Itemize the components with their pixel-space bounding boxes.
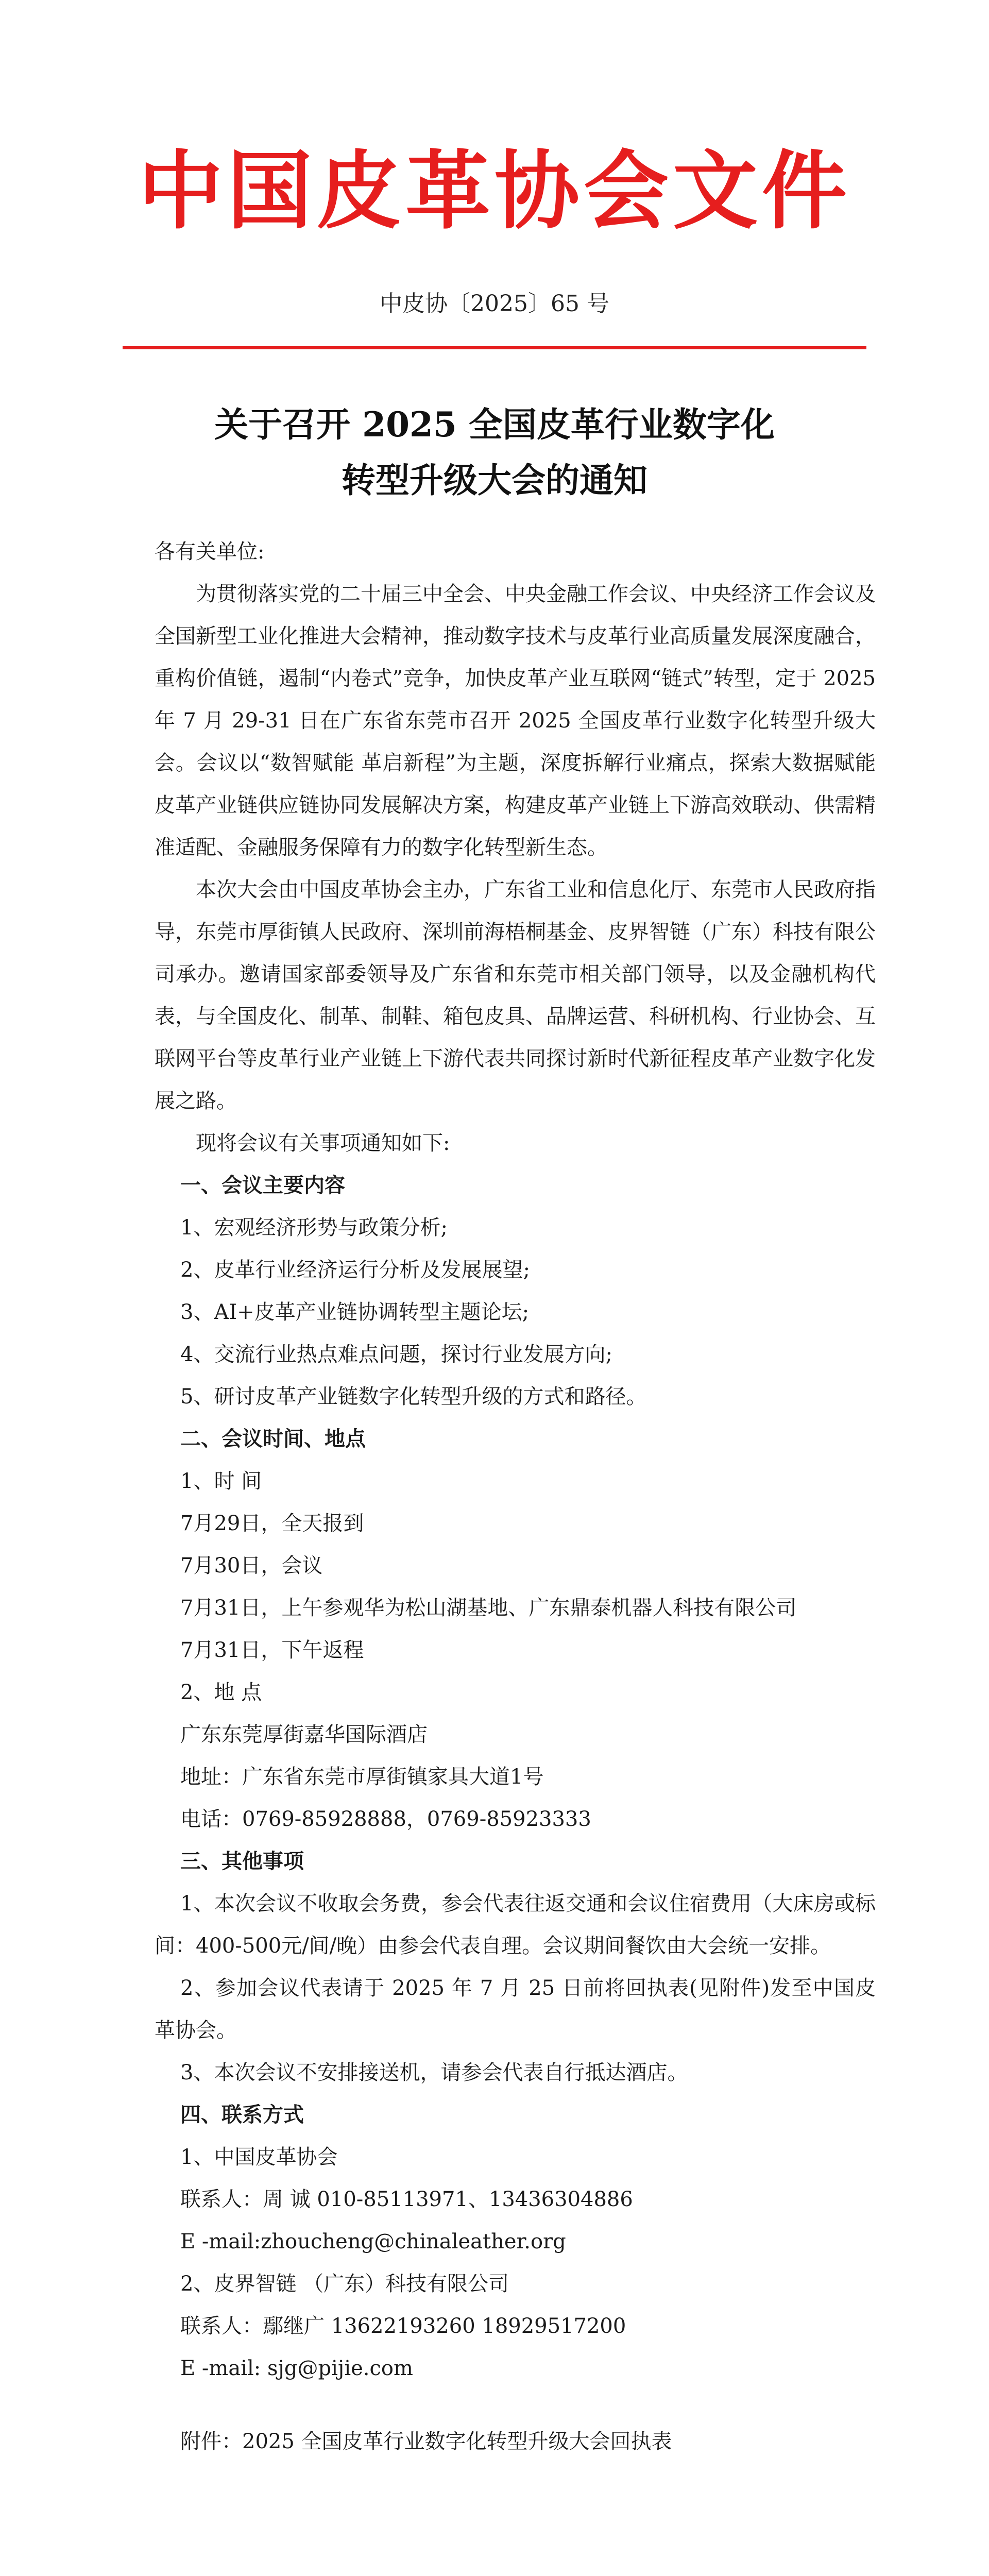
spacer xyxy=(155,2389,876,2420)
schedule-item: 7月30日，会议 xyxy=(180,1554,323,1578)
attachment-note: 附件：2025 全国皮革行业数字化转型升级大会回执表 xyxy=(180,2430,672,2453)
section-heading-contact: 四、联系方式 xyxy=(180,2103,304,2127)
place-label: 2、地 点 xyxy=(180,1681,262,1704)
salutation: 各有关单位: xyxy=(155,540,265,564)
venue-phone: 电话：0769-85928888，0769-85923333 xyxy=(180,1807,591,1831)
notice-title xyxy=(0,397,989,508)
section-heading-content: 一、会议主要内容 xyxy=(180,1173,345,1197)
organizer-paragraph: 本次大会由中国皮革协会主办，广东省工业和信息化厅、东莞市人民政府指导，东莞市厚街镇人民政府、深圳前海梧桐基金、皮界智链（广东）科技有限公司承办。邀请国家部委领导及广东省和东莞市相关部门领导，以及金融机构代表，与全国皮化、制革、制鞋、箱包皮具、品牌运营、科研机构、行业协会、互联网平台等皮革行业产业链上下游代表共同探讨新时代新征程皮革产业数字化发展之路。 xyxy=(155,878,876,1113)
document-masthead: 中国皮革协会文件 xyxy=(138,141,851,241)
notice-title-line2: 转型升级大会的通知 xyxy=(342,460,647,500)
list-item: 4、交流行业热点难点问题，探讨行业发展方向; xyxy=(180,1343,612,1366)
contact-person-2: 联系人：鄢继广 13622193260 18929517200 xyxy=(180,2314,626,2338)
notice-title-line1: 关于召开 2025 全国皮革行业数字化 xyxy=(214,404,775,445)
list-item: 1、宏观经济形势与政策分析; xyxy=(180,1216,448,1240)
list-item: 2、参加会议代表请于 2025 年 7 月 25 日前将回执表(见附件)发至中国皮革协会。 xyxy=(155,1976,876,2042)
section-heading-time-place: 二、会议时间、地点 xyxy=(180,1427,366,1451)
venue-address: 地址：广东省东莞市厚街镇家具大道1号 xyxy=(180,1765,544,1789)
list-item: 2、皮革行业经济运行分析及发展展望; xyxy=(180,1258,530,1282)
red-divider-line xyxy=(123,346,866,349)
contact-email-2: E -mail: sjg@pijie.com xyxy=(180,2357,413,2380)
list-item: 5、研讨皮革产业链数字化转型升级的方式和路径。 xyxy=(180,1385,647,1409)
section-heading-other: 三、其他事项 xyxy=(180,1849,304,1873)
document-number: 中皮协〔2025〕65 号 xyxy=(380,291,609,317)
contact-person-1: 联系人：周 诚 010-85113971、13436304886 xyxy=(180,2188,633,2211)
notice-lead-paragraph: 现将会议有关事项通知如下: xyxy=(196,1131,450,1155)
contact-email-1: E -mail:zhoucheng@chinaleather.org xyxy=(180,2230,566,2253)
contact-org-2: 2、皮界智链 （广东）科技有限公司 xyxy=(180,2272,509,2296)
venue-name: 广东东莞厚街嘉华国际酒店 xyxy=(180,1723,428,1747)
schedule-item: 7月29日，全天报到 xyxy=(180,1512,364,1535)
schedule-item: 7月31日，下午返程 xyxy=(180,1638,364,1662)
list-item: 3、本次会议不安排接送机，请参会代表自行抵达酒店。 xyxy=(180,2061,688,2084)
intro-paragraph: 为贯彻落实党的二十届三中全会、中央金融工作会议、中央经济工作会议及全国新型工业化推进大会精神，推动数字技术与皮革行业高质量发展深度融合，重构价值链，遏制“内卷式”竞争，加快皮革产业互联网“链式”转型，定于 2025 年 7 月 29-31 日在广东省东莞市召开 2025 全国皮革行业数字化转型升级大会。会议以“数智赋能 革启新程”为主题，深度拆解行业痛点，探索大数据赋能皮革产业链供应链协同发展解决方案，构建皮革产业链上下游高效联动、供需精准适配、金融服务保障有力的数字化转型新生态。 xyxy=(155,582,876,859)
time-label: 1、时 间 xyxy=(180,1469,262,1493)
list-item: 3、AI+皮革产业链协调转型主题论坛; xyxy=(180,1300,530,1324)
notice-body xyxy=(155,531,876,2463)
contact-org-1: 1、中国皮革协会 xyxy=(180,2145,338,2169)
schedule-item: 7月31日，上午参观华为松山湖基地、广东鼎泰机器人科技有限公司 xyxy=(180,1596,797,1620)
list-item: 1、本次会议不收取会务费，参会代表往返交通和会议住宿费用（大床房或标间：400-500元/间/晚）由参会代表自理。会议期间餐饮由大会统一安排。 xyxy=(155,1892,876,1958)
